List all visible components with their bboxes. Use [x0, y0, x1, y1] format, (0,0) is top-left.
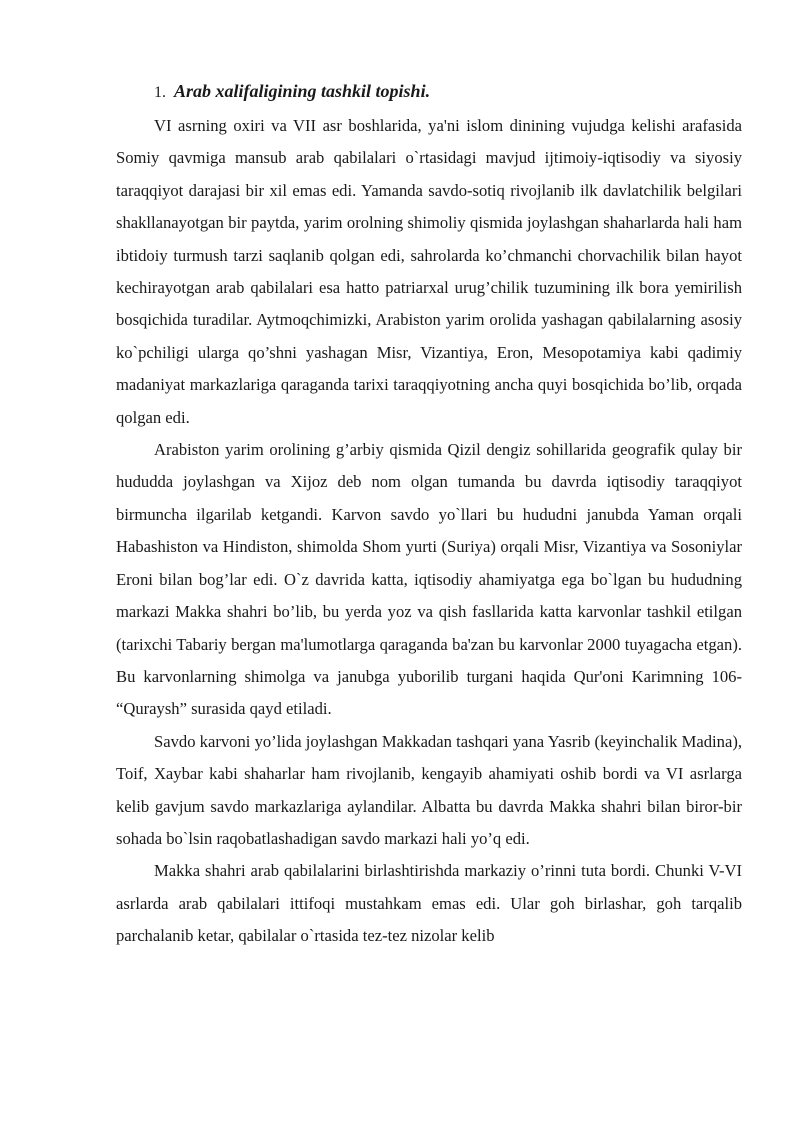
section-number: 1. [154, 84, 166, 101]
document-page [116, 76, 742, 953]
paragraph-4: Makka shahri arab qabilalarini birlashtirishda markaziy o’rinni tuta bordi. Chunki V-VI asrlarda arab qabilalari ittifoqi mustahkam emas edi. Ular goh birlashar, goh tarqalib parchalanib ketar, qabilalar o`rtasida tez-tez nizolar kelib [116, 861, 742, 946]
paragraph-3: Savdo karvoni yo’lida joylashgan Makkadan tashqari yana Yasrib (keyinchalik Madina), Toif, Xaybar kabi shaharlar ham rivojlanib, kengayib ahamiyati oshib bordi va VI asrlarga kelib gavjum savdo markazlariga aylandilar. Albatta bu davrda Makka shahri bilan biror-bir sohada bo`lsin raqobatlashadigan savdo markazi hali yo’q edi. [116, 731, 742, 848]
paragraph-1: VI asrning oxiri va VII asr boshlarida, ya'ni islom dinining vujudga kelishi arafasida Somiy qavmiga mansub arab qabilalari o`rtasidagi mavjud ijtimoiy-iqtisodiy va siyosiy taraqqiyot darajasi bir xil emas edi. Yamanda savdo-sotiq rivojlanib ilk davlatchilik belgilari shakllanayotgan bir paytda, yarim orolning shimoliy qismida joylashgan shaharlarda hali ham ibtidoiy turmush tarzi saqlanib qolgan edi, sahrolarda ko’chmanchi chorvachilik bilan hayot kechirayotgan arab qabilalari esa hatto patriarxal urug’chilik tuzumining ilk bora yemirilish bosqichida turadilar. Aytmoqchimizki, Arabiston yarim orolida yashagan qabilalarning asosiy ko`pchiligi ularga qo’shni yashagan Misr, Vizantiya, Eron, Mesopotamiya kabi qadimiy madaniyat markazlariga qaraganda tarixi taraqqiyotning ancha quyi bosqichida bo’lib, orqada qolgan edi. [116, 116, 742, 427]
paragraph-2: Arabiston yarim orolining g’arbiy qismida Qizil dengiz sohillarida geografik qulay bir hududda joylashgan va Xijoz deb nom olgan tumanda bu davrda iqtisodiy taraqqiyot birmuncha ilgarilab ketgandi. Karvon savdo yo`llari bu hududni janubda Yaman orqali Habashiston va Hindiston, shimolda Shom yurti (Suriya) orqali Misr, Vizantiya va Sosoniylar Eroni bilan bog’lar edi. O`z davrida katta, iqtisodiy ahamiyatga ega bo`lgan bu hududning markazi Makka shahri bo’lib, bu yerda yoz va qish fasllarida katta karvonlar tashkil etilgan (tarixchi Tabariy bergan ma'lumotlarga qaraganda ba'zan bu karvonlar 2000 tuyagacha etgan). Bu karvonlarning shimolga va janubga yuborilib turgani haqida Qur'oni Karimning 106- “Quraysh” surasida qayd etiladi. [116, 440, 742, 719]
section-title: Arab xalifaligining tashkil topishi. [174, 81, 431, 101]
section-heading [116, 76, 742, 106]
